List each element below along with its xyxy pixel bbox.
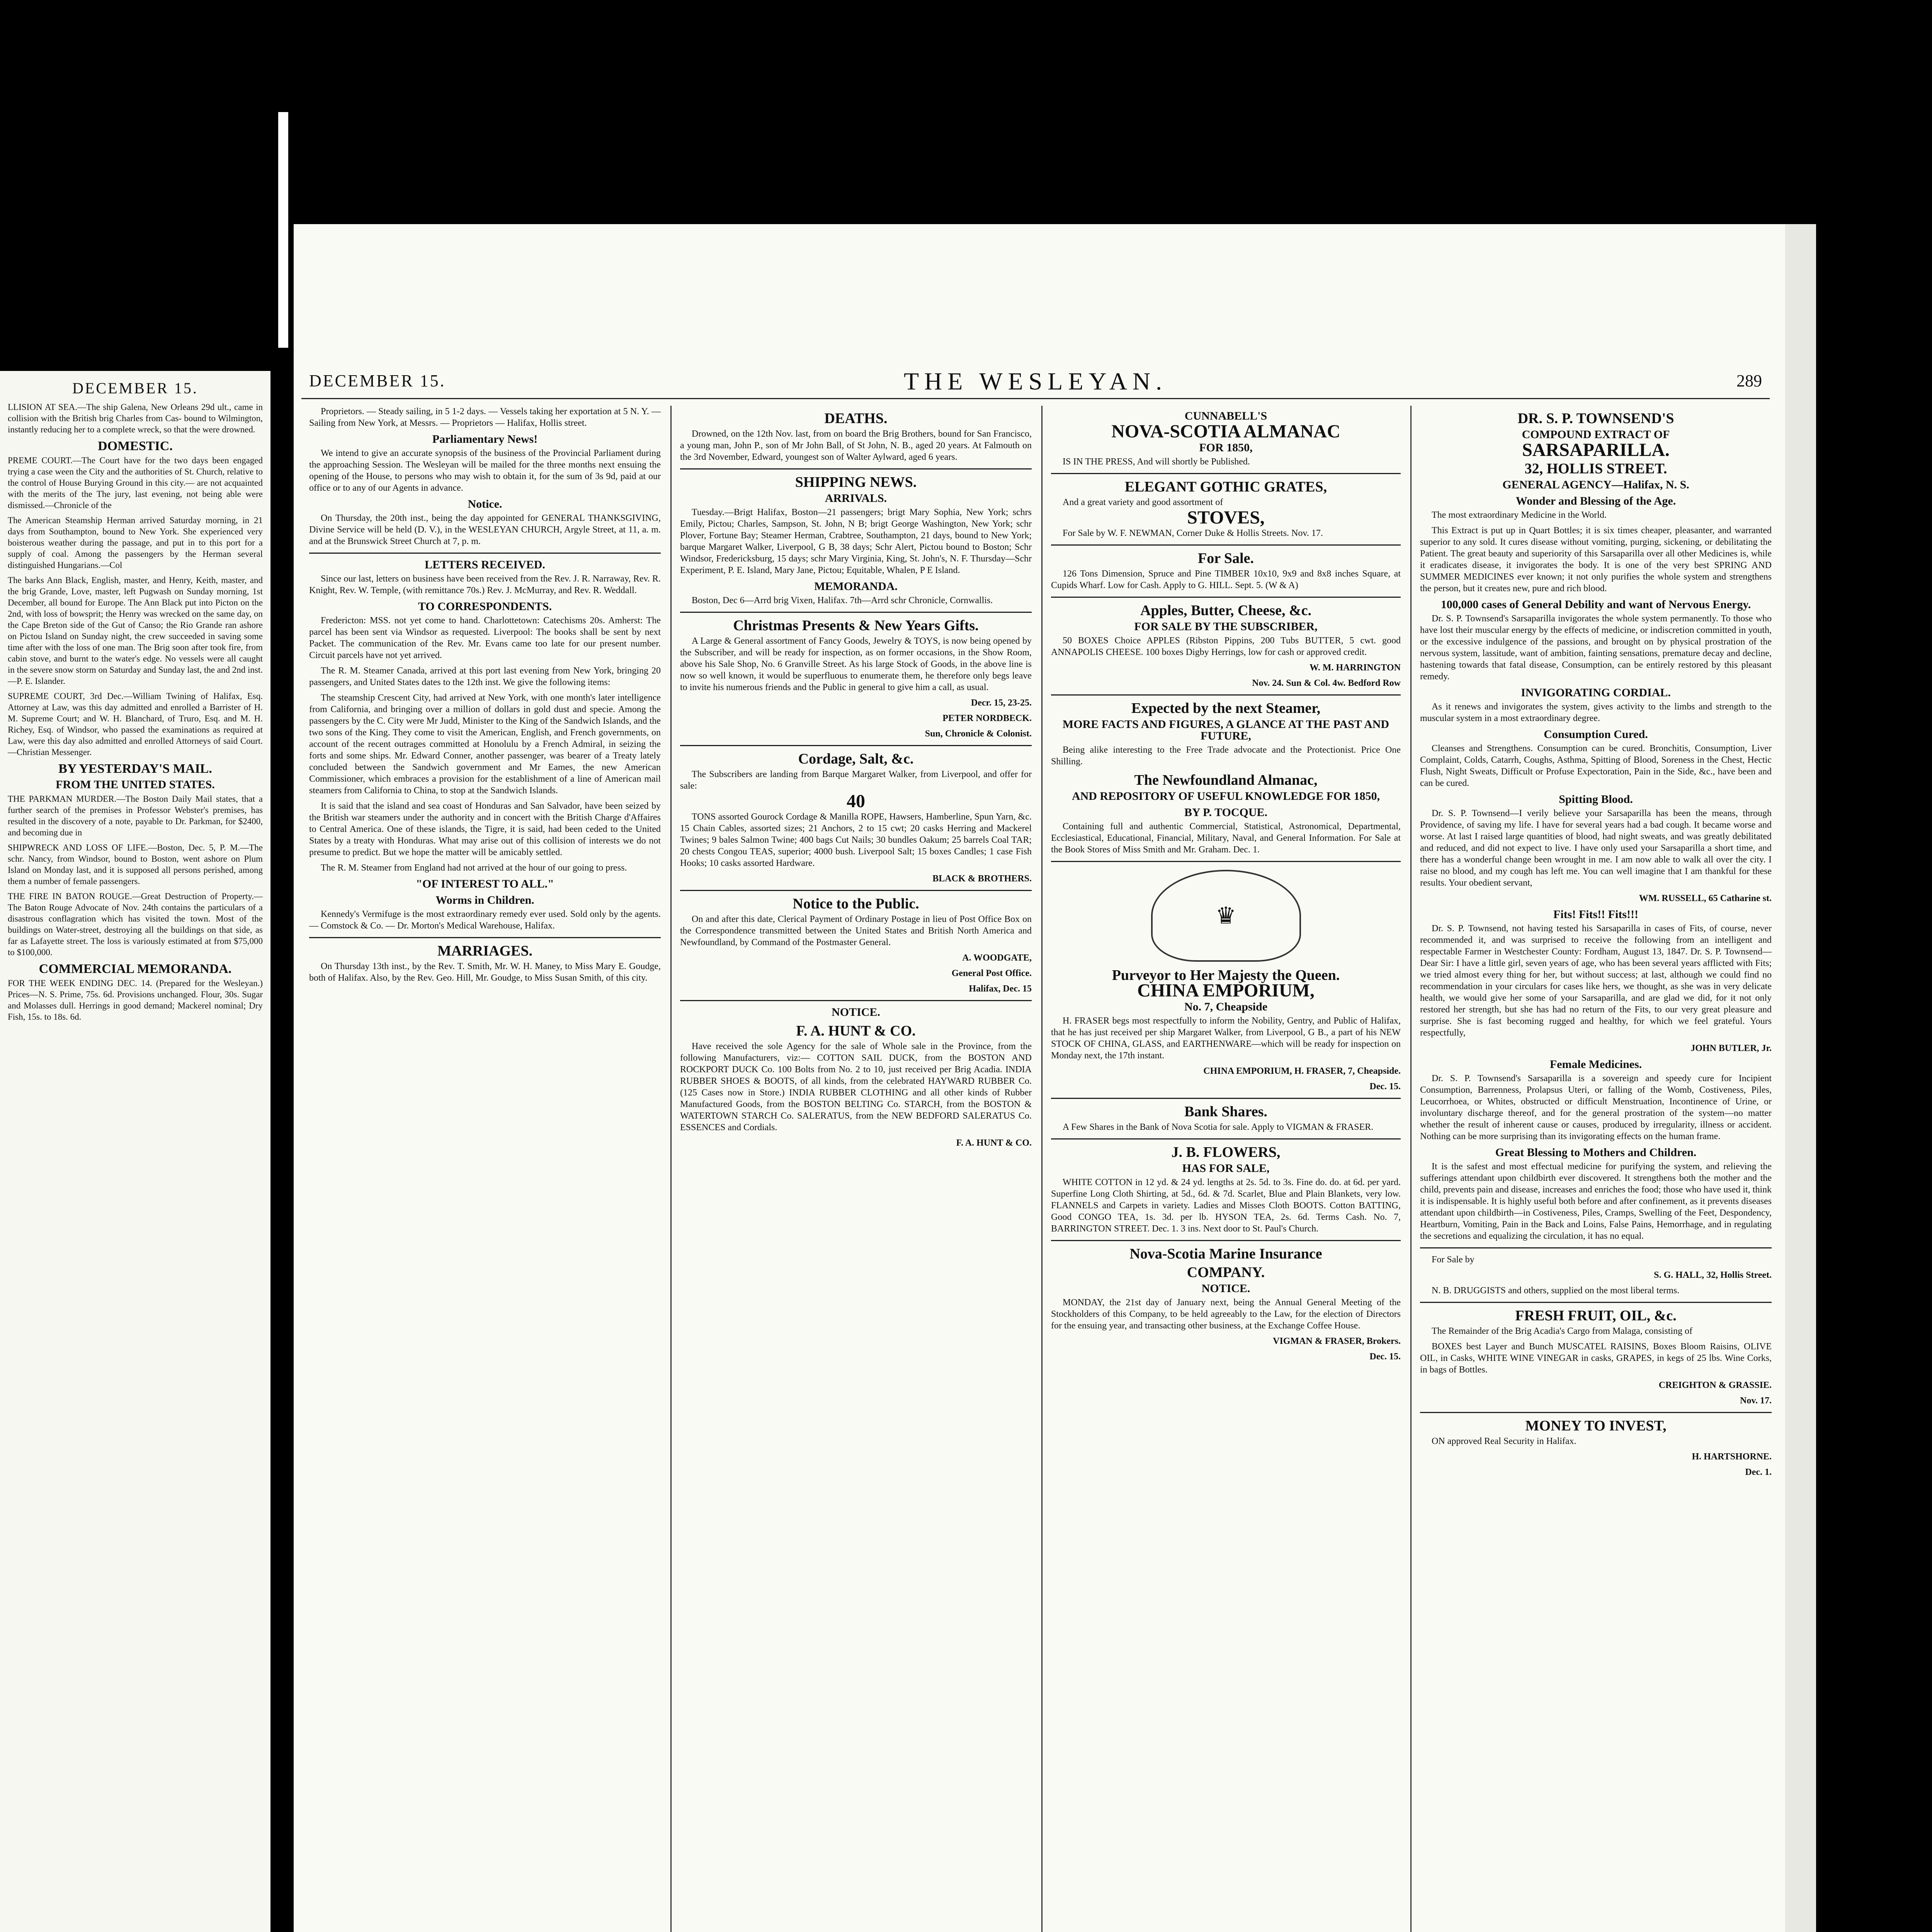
notice: On and after this date, Clerical Payment of Ordinary Postage in lieu of Post Office Box on the Correspondence transmitted between the United States and British North America and Newfoundland, by Command of the Postmaster General. <box>680 914 1032 947</box>
advertisement: The Subscribers are landing from Barque Margaret Walker, from Liverpool, and offer for sale: <box>680 769 1032 791</box>
advert-subheading: FOR SALE BY THE SUBSCRIBER, <box>1134 620 1318 633</box>
column-3 <box>1051 406 1401 1366</box>
advert-heading: SARSAPARILLA. <box>1522 440 1670 460</box>
article: SHIPWRECK AND LOSS OF LIFE.—Boston, Dec. 5, P. M.—The schr. Nancy, from Windsor, bound to Boston, went ashore on Plum Island on Monday last, and it is supposed all persons perished, among them a number of female passengers. <box>8 843 263 886</box>
advertisement: ON approved Real Security in Halifax. <box>1432 1436 1577 1446</box>
advert-subheading: Female Medicines. <box>1549 1058 1642 1071</box>
divider <box>680 890 1032 891</box>
section-heading: DEATHS. <box>824 410 888 427</box>
advert-signature: CHINA EMPORIUM, H. FRASER, 7, Cheapside. <box>1203 1066 1401 1076</box>
advertisement: For Sale by <box>1432 1255 1475 1265</box>
header-date: DECEMBER 15. <box>309 371 446 390</box>
advertisement: A Large & General assortment of Fancy Goods, Jewelry & TOYS, is now being opened by the Subscriber, and will be ready for inspection, as on former occasions, in the Show Room, above his Sale Shop, No. 6 Granville Street. As his large Stock of Goods, in the above line is now so well known, it would be superfluous to enumerate them, he therefore only begs leave to invite his numerous friends and the Public in general to give him a call, as usual. <box>680 636 1032 692</box>
advert-signature: JOHN BUTLER, Jr. <box>1690 1043 1772 1053</box>
notice-date: Halifax, Dec. 15 <box>969 984 1032 994</box>
advert-heading: FOR 1850, <box>1199 441 1253 454</box>
section-heading: SHIPPING NEWS. <box>795 474 917 490</box>
divider <box>680 468 1032 469</box>
advert-heading: The Newfoundland Almanac, <box>1134 772 1318 788</box>
section-heading: DOMESTIC. <box>98 439 173 453</box>
advert-signature: PETER NORDBECK. <box>942 713 1032 723</box>
article: On Thursday, the 20th inst., being the day appointed for GENERAL THANKSGIVING, Divine Service will be held (D. V.), in the WESLEYAN CHURCH, Argyle Street, at 11, a. m. and at the Brunswick Street Church at 7, p. m. <box>309 513 661 546</box>
section-heading: BY YESTERDAY'S MAIL. <box>58 762 212 776</box>
article: Since our last, letters on business have been received from the Rev. J. R. Narraway, Rev. R. Knight, Rev. W. Temple, (with remittance 70s.) Rev. J. McMurray, and Rev. R. Weddall. <box>309 574 661 595</box>
advert-date: Dec. 1. <box>1745 1467 1772 1477</box>
advert-subheading: BY P. TOCQUE. <box>1184 806 1268 819</box>
article: The American Steamship Herman arrived Saturday morning, in 21 days from Southampton, bound to New York. She experienced very boisterous weather during the passage, and put in to this port for a supply of coal. Among the passengers by the Herman several distinguished Hungarians.—Col <box>8 515 263 570</box>
divider <box>680 1000 1032 1001</box>
left-page-text <box>8 379 263 1026</box>
article: The R. M. Steamer from England had not arrived at the hour of our going to press. <box>321 863 627 873</box>
advertisement: Dr. S. P. Townsend's Sarsaparilla is a sovereign and speedy cure for Incipient Consumption, Barrenness, Prolapsus Uteri, or falling of the Womb, Costiveness, Piles, Leucorrhoea, or Whites, obstructed or difficult Menstruation, Incontinence of Urine, or involuntary discharge thereof, and for the general prostration of the system—no matter whether the result of inherent cause or causes, produced by irregularity, illness or accident. Nothing can be more surprising than its invigorating effects on the human frame. <box>1420 1073 1772 1141</box>
advert-signature: F. A. HUNT & CO. <box>956 1138 1032 1148</box>
advert-subheading: Spitting Blood. <box>1559 793 1633 806</box>
advertisement: MONDAY, the 21st day of January next, being the Annual General Meeting of the Stockholders of this Company, to be held agreeably to the Law, for the election of Directors for the ensuing year, and transacting other business, at the Exchange Coffee House. <box>1051 1298 1401 1331</box>
article: LLISION AT SEA.—The ship Galena, New Orleans 29d ult., came in collision with the British brig Charles from Cas- bound to Wilmington, instantly reducing her to a complete wreck, so that the were drowned. <box>8 402 263 434</box>
divider <box>1051 694 1401 696</box>
advertisement: For Sale by W. F. NEWMAN, Corner Duke & Hollis Streets. Nov. 17. <box>1063 528 1323 538</box>
page-gutter <box>270 348 294 1932</box>
notice-signature: General Post Office. <box>951 968 1032 978</box>
article: We intend to give an accurate synopsis of the business of the Provincial Parliament during the approaching Session. The Wesleyan will be mailed for the three months next ensuing the opening of the House, to persons who may wish to obtain it, for the sum of 3s 9d, paid at our office or to any of our Agents in advance. <box>309 448 661 493</box>
page-header <box>301 367 1770 399</box>
advert-heading: NOTICE. <box>832 1006 880 1019</box>
article: SUPREME COURT, 3rd Dec.—William Twining of Halifax, Esq. Attorney at Law, was this day admitted and enrolled a Barrister of H. M. Supreme Court; and W. H. Blanchard, of Truro, Esq. and M. H. Richey, Esq. of Windsor, who passed the examinations as required at Law, were this day also admitted and enrolled Attorneys of said Court.—Christian Messenger. <box>8 691 263 757</box>
article: The R. M. Steamer Canada, arrived at this port last evening from New York, bringing 20 passengers, and United States dates to the 12th inst. We give the following items: <box>309 666 661 687</box>
advert-signature: CREIGHTON & GRASSIE. <box>1658 1380 1772 1390</box>
advertisement: Dr. S. P. Townsend—I verily believe your Sarsaparilla has been the means, through Providence, of saving my life. I have for several years had a bad cough. It became worse and worse. At last I raised large quantities of blood, had night sweats, and was greatly debilitated and reduced, and did not expect to live. I have only used your Sarsaparilla a short time, and there has a wonderful change been wrought in me. I am now able to walk all over the city. I raise no blood, and my cough has left me. You can well imagine that I am thankful for these results. Your obedient servant, <box>1420 808 1772 888</box>
advert-signature: S. G. HALL, 32, Hollis Street. <box>1654 1270 1772 1280</box>
advert-date: Nov. 24. Sun & Col. 4w. Bedford Row <box>1252 678 1401 688</box>
divider <box>680 745 1032 746</box>
advertisement: Kennedy's Vermifuge is the most extraordinary remedy ever used. Sold only by the agents. — Comstock & Co. — Dr. Morton's Medical Warehouse, Halifax. <box>309 909 661 931</box>
advertisement: 50 BOXES Choice APPLES (Ribston Pippins, 200 Tubs BUTTER, 5 cwt. good ANNAPOLIS CHEESE. 100 boxes Digby Herrings, low for cash or approved credit. <box>1051 636 1401 657</box>
column-rule <box>1041 406 1043 1932</box>
article: THE PARKMAN MURDER.—The Boston Daily Mail states, that a further search of the premises in Professor Webster's premises, has resulted in the discovery of a note, payable to Dr. Parkman, for $2400, and becoming due in <box>8 794 263 837</box>
advert-signature: H. HARTSHORNE. <box>1692 1452 1772 1462</box>
notice-signature: A. WOODGATE, <box>962 953 1032 963</box>
advert-quantity: 40 <box>847 791 865 811</box>
article: FOR THE WEEK ENDING DEC. 14. (Prepared for the Wesleyan.) Prices—N. S. Prime, 75s. 6d. Provisions unchanged. Flour, 30s. Sugar and Molasses dull. Herrings in good demand; Mackerel nominal; Dry Fish, 15s. to 18s. 6d. <box>8 978 263 1022</box>
advertisement: IS IN THE PRESS, And will shortly be Published. <box>1063 457 1250 467</box>
advert-signature: WM. RUSSELL, 65 Catharine st. <box>1639 893 1772 903</box>
advert-subheading: GENERAL AGENCY—Halifax, N. S. <box>1502 478 1689 491</box>
left-page-date: DECEMBER 15. <box>72 379 198 397</box>
advertisement: As it renews and invigorates the system, gives activity to the limbs and strength to the muscular system in a most extraordinary degree. <box>1420 702 1772 723</box>
advert-heading: STOVES, <box>1187 507 1265 528</box>
divider <box>1420 1412 1772 1413</box>
divider <box>1420 1247 1772 1248</box>
advert-heading: 32, HOLLIS STREET. <box>1524 461 1667 477</box>
advert-heading: MONEY TO INVEST, <box>1525 1418 1667 1434</box>
newspaper-page <box>294 224 1785 1932</box>
advert-subheading: 100,000 cases of General Debility and want of Nervous Energy. <box>1440 598 1751 611</box>
advert-subheading: Great Blessing to Mothers and Children. <box>1495 1146 1697 1159</box>
royal-crest-icon: ♛ <box>1151 870 1301 962</box>
advert-date: Nov. 17. <box>1740 1396 1772 1406</box>
advert-heading: Purveyor to Her Majesty the Queen. <box>1112 967 1340 983</box>
advert-subheading: HAS FOR SALE, <box>1182 1162 1270 1175</box>
divider <box>1051 473 1401 474</box>
advert-source: Sun, Chronicle & Colonist. <box>925 729 1032 739</box>
shipping-list: Tuesday.—Brigt Halifax, Boston—21 passengers; brigt Mary Sophia, New York; schrs Emily, Pictou; Charles, Sampson, St. John, N B; brigt George Washington, New York; schr Plover, Fortune Bay; Steamer Herman, Crabtree, Southampton, 21 days, bound to New York; barque Margaret Walker, Liverpool, G B, 38 days; Schr Alert, Pictou bound to Boston; Schr Windsor, Fredericksburg, 15 days; schr Mary Virginia, King, St. John's, N. F. Thursday—Schr Experiment, P. E. Island, Mary Jane, Pictou; Equitable, Whalen, P E Island. <box>680 507 1032 575</box>
advert-heading: Expected by the next Steamer, <box>1131 700 1321 716</box>
article-heading: "OF INTEREST TO ALL." <box>416 878 554 890</box>
advertisement: BOXES best Layer and Bunch MUSCATEL RAISINS, Boxes Bloom Raisins, OLIVE OIL, in Casks, WHITE WINE VINEGAR in casks, GRAPES, in kegs of 25 lbs. Wine Corks, in bags of Bottles. <box>1420 1342 1772 1375</box>
advert-heading: ELEGANT GOTHIC GRATES, <box>1124 479 1327 495</box>
advertisement: Have received the sole Agency for the sale of Whole sale in the Province, from the following Manufacturers, viz:— COTTON SAIL DUCK, from the BOSTON AND ROCKPORT DUCK Co. 100 Bolts from No. 2 to 10, just received per Brig Acadia. INDIA RUBBER SHOES & BOOTS, of all kinds, from the celebrated HAYWARD RUBBER Co. (125 Cases now in Store.) INDIA RUBBER CLOTHING and all other kinds of Rubber Manufactured Goods, from the BOSTON BELTING Co. STARCH, from the BOSTON & WATERTOWN STARCH Co. SALERATUS, from the NEW BEDFORD SALERATUS Co. ESSENCES and Cordials. <box>680 1041 1032 1133</box>
article: Proprietors. — Steady sailing, in 5 1-2 days. — Vessels taking her exportation at 5 N. Y. — Sailing from New York, at Messrs. — Proprietors — Halifax, Hollis street. <box>309 406 661 428</box>
article-heading: Parliamentary News! <box>432 433 538 446</box>
masthead-title: THE WESLEYAN. <box>903 367 1168 395</box>
advert-subheading: Consumption Cured. <box>1544 728 1648 741</box>
advert-heading: DR. S. P. TOWNSEND'S <box>1517 410 1674 427</box>
divider <box>309 553 661 554</box>
divider <box>1051 544 1401 546</box>
advert-date: Dec. 15. <box>1369 1082 1401 1092</box>
advertisement: 126 Tons Dimension, Spruce and Pine TIMBER 10x10, 9x9 and 8x8 inches Square, at Cupids Wharf. Low for Cash. Apply to G. HILL. Sept. 5. (W & A) <box>1051 569 1401 590</box>
advert-signature: BLACK & BROTHERS. <box>932 874 1032 884</box>
advert-subheading: NOTICE. <box>1201 1282 1250 1295</box>
column-4 <box>1420 406 1772 1482</box>
notice: Drowned, on the 12th Nov. last, from on board the Brig Brothers, bound for San Francisco, a young man, John P., son of Mr John Ball, of St John, N. B., aged 20 years. At Falmouth on the 3rd November, Edward, youngest son of Walter Aylward, aged 6 years. <box>680 429 1032 462</box>
advert-subheading: MORE FACTS AND FIGURES, A GLANCE AT THE PAST AND FUTURE, <box>1062 718 1389 742</box>
advertisement: Dr. S. P. Townsend, not having tested his Sarsaparilla in cases of Fits, of course, never recommended it, and was surprised to receive the following from an intelligent and respectable Farmer in Westchester County: Fordham, August 13, 1847. Dr. S. P. Townsend—Dear Sir: I have a little girl, seven years of age, who has been several years afflicted with Fits; we tried almost every thing for her, but without success; at last, although we could find no recommendation in your circulars for cases like hers, we thought, as she was in very delicate health, we would give her some of your Sarsaparilla, and are glad we did, for it not only restored her strength, but she has had no return of the Fits, to our very great pleasure and surprise. She is fast becoming rugged and healthy, for which we feel grateful. Yours respectfully, <box>1420 923 1772 1038</box>
advertisement: This Extract is put up in Quart Bottles; it is six times cheaper, pleasanter, and warranted superior to any sold. It cures disease without vomiting, purging, sickening, or debilitating the Patient. The great beauty and superiority of this Sarsaparilla over all other Medicines is, while it eradicates disease, it invigorates the body. It is one of the very best SPRING AND SUMMER MEDICINES ever known; it not only purifies the whole system and strengthens the person, but it creates new, pure and rich blood. <box>1420 526 1772 594</box>
advert-heading: Cordage, Salt, &c. <box>798 751 914 767</box>
advert-heading: FRESH FRUIT, OIL, &c. <box>1515 1308 1677 1324</box>
divider <box>1051 1098 1401 1099</box>
article: It is said that the island and sea coast of Honduras and San Salvador, have been seized by the British war steamers under the authority and in concert with the British Charge d'Affaires to Central America. One of these islands, the Tigre, it is said, had been ceded to the United States by a treaty with Honduras. What may arise out of this collision of interests we do not presume to predict. But we hope the matter will be amicably settled. <box>309 801 661 857</box>
section-subheading: FROM THE UNITED STATES. <box>56 778 215 791</box>
advert-heading: F. A. HUNT & CO. <box>796 1023 916 1039</box>
advert-heading: Apples, Butter, Cheese, &c. <box>1140 602 1311 619</box>
section-heading: COMMERCIAL MEMORANDA. <box>39 962 232 976</box>
divider <box>309 937 661 938</box>
advertisement: Cleanses and Strengthens. Consumption can be cured. Bronchitis, Consumption, Liver Complaint, Colds, Catarrh, Coughs, Asthma, Spitting of Blood, Soreness in the Chest, Hectic Flush, Night Sweats, Difficult or Profuse Expectoration, Pain in the Side, &c., have been and can be cured. <box>1420 743 1772 788</box>
advert-subheading: Fits! Fits!! Fits!!! <box>1553 908 1638 921</box>
divider <box>1051 1138 1401 1139</box>
column-1 <box>309 406 661 988</box>
column-rule <box>1410 406 1412 1932</box>
article-heading: Notice. <box>468 498 502 510</box>
advert-heading: Notice to the Public. <box>793 896 919 912</box>
advert-heading: CUNNABELL'S <box>1184 410 1267 422</box>
article-heading: TO CORRESPONDENTS. <box>418 600 552 613</box>
divider <box>1051 861 1401 862</box>
advert-date: Dec. 15. <box>1369 1352 1401 1362</box>
divider <box>1420 1302 1772 1303</box>
column-rule <box>670 406 672 1932</box>
article: The barks Ann Black, English, master, and Henry, Keith, master, and the brig Grande, Love, master, left Pugwash on Sunday morning, 1st December, all bound for Europe. The Ann Black put into Picton on the 2nd, with loss of bowsprit; the Henry was wrecked on the same day, on the Cape Breton side of the Gut of Canso; the Rio Grande ran ashore on Pictou Island on Sunday night, the crew succeeded in saving some time after with the loss of one man. The Brig soon after took fire, from cabin stove, and burnt to the water's edge. No vessels were all caught in the severe snow storm on Saturday and Sunday last, the and 2nd inst.—P. E. Islander. <box>8 575 263 686</box>
advert-subheading: INVIGORATING CORDIAL. <box>1521 686 1671 699</box>
advert-subheading: Wonder and Blessing of the Age. <box>1515 495 1676 507</box>
advertisement: Being alike interesting to the Free Trade advocate and the Protectionist. Price One Shilling. <box>1051 745 1401 767</box>
advert-heading: For Sale. <box>1198 550 1254 566</box>
divider <box>1051 597 1401 598</box>
advert-heading: COMPANY. <box>1187 1264 1265 1281</box>
advert-heading: Nova-Scotia Marine Insurance <box>1129 1246 1322 1262</box>
section-subheading: MEMORANDA. <box>814 580 898 593</box>
scan-mark-top <box>278 112 288 383</box>
article: PREME COURT.—The Court have for the two days been engaged trying a case ween the City and the authorities of St. Church, relative to the control of House Burying Ground in this city.— are not acquainted with the merits of the The jury, last evening, not being able were dismissed.—Chronicle of the <box>8 456 263 510</box>
advertisement: Dr. S. P. Townsend's Sarsaparilla invigorates the whole system permanently. To those who have lost their muscular energy by the effects of medicine, or indiscretion committed in youth, or the excessive indulgence of the passions, and brought on by physical prostration of the nervous system, lassitude, want of ambition, fainting sensations, premature decay and decline, hastening towards that fatal disease, Consumption, can be entirely restored by this pleasant remedy. <box>1420 614 1772 682</box>
advertisement: The most extraordinary Medicine in the World. <box>1432 510 1607 520</box>
section-subheading: ARRIVALS. <box>825 492 887 505</box>
advertisement: And a great variety and good assortment of <box>1063 497 1223 507</box>
advert-signature: VIGMAN & FRASER, Brokers. <box>1273 1336 1401 1346</box>
article: Fredericton: MSS. not yet come to hand. Charlottetown: Catechisms 20s. Amherst: The parcel has been sent via Windsor as requested. Liverpool: The books shall be sent by next Packet. The communication of the Rev. Mr. Evans came too late for our present number. Circuit parcels have not yet arrived. <box>309 616 661 660</box>
advert-heading: CHINA EMPORIUM, <box>1137 980 1315 1001</box>
advertisement: A Few Shares in the Bank of Nova Scotia for sale. Apply to VIGMAN & FRASER. <box>1063 1122 1374 1132</box>
article: The steamship Crescent City, had arrived at New York, with one month's later intelligence from California, and bringing over a million of dollars in gold dust and specie. Among the passengers by the C. City were Mr Judd, Minister to the King of the Sandwich Islands, and the two sons of the King. They come to visit the American, English, and French governments, on account of the recent outrages committed at Honolulu by a French Admiral, in seizing the forts and some ships. Mr. Edward Conner, another passenger, was bearer of a Treaty lately concluded between the Sandwich government and Mr Eames, the new American Commissioner, which embraces a provision for the establishment of a line of American mail steamers from California to China, to stop at the Sandwich Islands. <box>309 693 661 796</box>
page-number: 289 <box>1736 371 1762 390</box>
article: THE FIRE IN BATON ROUGE.—Great Destruction of Property.—The Baton Rouge Advocate of Nov. 24th contains the particulars of a disastrous conflagration which has visited the town. Most of the buildings on Water-street, destroying all the buildings on that side, as far as Lafayette street. The loss is variously estimated at from $75,000 to $100,000. <box>8 891 263 957</box>
article-heading: LETTERS RECEIVED. <box>425 558 545 571</box>
almanac-title: NOVA-SCOTIA ALMANAC <box>1111 421 1340 442</box>
notice: On Thursday 13th inst., by the Rev. T. Smith, Mr. W. H. Maney, to Miss Mary E. Goudge, both of Halifax. Also, by the Rev. Geo. Hill, Mr. Goudge, to Miss Susan Smith, of this city. <box>309 961 661 983</box>
advertisement: H. FRASER begs most respectfully to inform the Nobility, Gentry, and Public of Halifax, that he has just received per ship Margaret Walker, from Liverpool, G B., a part of his NEW STOCK OF CHINA, GLASS, and EARTHENWARE—which will be ready for inspection on Monday next, the 17th instant. <box>1051 1016 1401 1061</box>
advert-subheading: COMPOUND EXTRACT OF <box>1522 428 1670 441</box>
page-edge <box>1785 224 1816 1932</box>
advert-subheading: AND REPOSITORY OF USEFUL KNOWLEDGE FOR 1850, <box>1071 790 1380 803</box>
section-heading: MARRIAGES. <box>437 943 532 959</box>
divider <box>680 612 1032 613</box>
advert-date: Decr. 15, 23-25. <box>971 698 1032 708</box>
advert-heading: Christmas Presents & New Years Gifts. <box>733 617 979 634</box>
divider <box>1051 1240 1401 1241</box>
advert-subheading: No. 7, Cheapside <box>1184 1000 1268 1013</box>
advert-signature: W. M. HARRINGTON <box>1309 663 1401 673</box>
advertisement: WHITE COTTON in 12 yd. & 24 yd. lengths at 2s. 5d. to 3s. Fine do. do. at 6d. per yard. Superfine Long Cloth Shirting, at 5d., 6d. & 7d. Scarlet, Blue and Plain Blankets, very low. FLANNELS and Carpets in variety. Ladies and Misses Cloth BOOTS. Cotton BATTING, Good CONGO TEA, 1s. 3d. per lb. HYSON TEA, 2s. 6d. Terms Cash. No. 7, BARRINGTON STREET. Dec. 1. 3 ins. Next door to St. Paul's Church. <box>1051 1177 1401 1234</box>
shipping-list: Boston, Dec 6—Arrd brig Vixen, Halifax. 7th—Arrd schr Chronicle, Cornwallis. <box>692 595 993 605</box>
left-page <box>0 371 270 1932</box>
advertisement: TONS assorted Gourock Cordage & Manilla ROPE, Hawsers, Hamberline, Spun Yarn, &c. 15 Chain Cables, assorted sizes; 21 Anchors, 2 to 15 cwt; 20 casks Herring and Mackerel Twines; 9 bales Salmon Twine; 400 bags Cut Nails; 30 bundles Oakum; 25 barrels Coal TAR; 20 chests Congou TEAS, superior; 4000 bush. Liverpool Salt; 15 boxes Candles; 1 case Fish Hooks; 10 casks assorted Hardware. <box>680 812 1032 868</box>
advert-heading: Bank Shares. <box>1184 1104 1267 1120</box>
advertisement: It is the safest and most effectual medicine for purifying the system, and relieving the sufferings attendant upon childbirth ever discovered. It strengthens both the mother and the child, prevents pain and disease, increases and enriches the food; those who have used it, think it is indispensable. It is highly useful both before and after confinement, as it prevents diseases attendant upon childbirth—in Costiveness, Piles, Cramps, Swelling of the Feet, Despondency, Heartburn, Vomiting, Pain in the Back and Loins, False Pains, Hemorrhage, and in regulating the secretions and equalizing the circulation, it has no equal. <box>1420 1162 1772 1241</box>
article-subheading: Worms in Children. <box>435 894 534 906</box>
advertisement: N. B. DRUGGISTS and others, supplied on the most liberal terms. <box>1432 1286 1680 1296</box>
advertisement: Containing full and authentic Commercial, Statistical, Astronomical, Departmental, Ecclesiastical, Educational, Financial, Military, Naval, and General Information. For Sale at the Book Stores of Miss Smith and Mr. Graham. Dec. 1. <box>1051 821 1401 855</box>
advert-heading: J. B. FLOWERS, <box>1171 1144 1281 1160</box>
advertisement: The Remainder of the Brig Acadia's Cargo from Malaga, consisting of <box>1432 1326 1693 1336</box>
column-2 <box>680 406 1032 1153</box>
